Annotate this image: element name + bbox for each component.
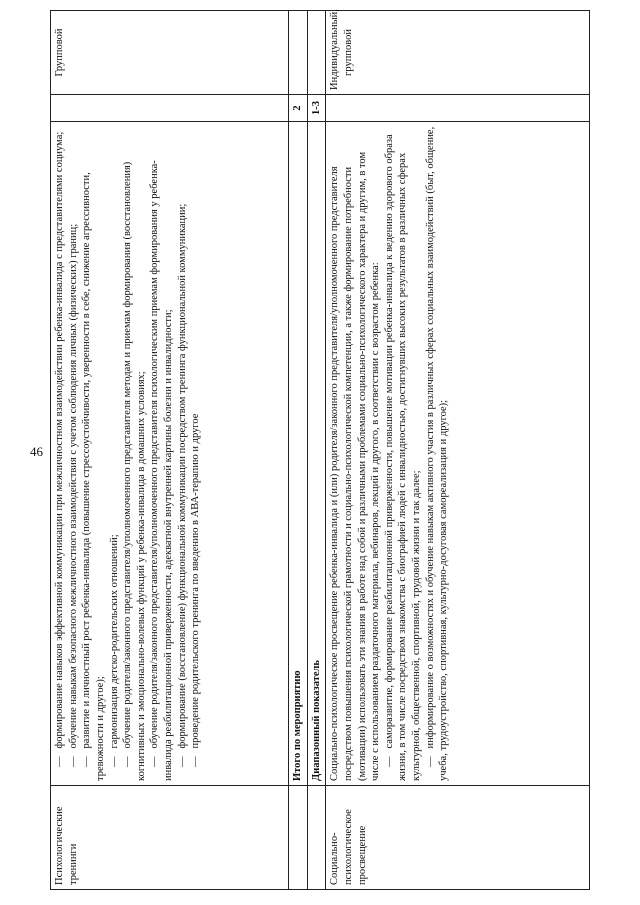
range-value: 1-3 xyxy=(307,95,326,122)
activity-cell: Социально-психологическое просвещение xyxy=(326,786,590,890)
total-label: Итого по мероприятию xyxy=(289,122,308,786)
page-number: 46 xyxy=(30,444,43,459)
list-item: —информирование о возможностях и обучение навыкам активного участия в различных сферах социальных взаимодействий (быт, общение, учеба, трудоустройство, спортивная, культурно-досуговая самореализация и другое); xyxy=(424,126,450,781)
table-row xyxy=(51,11,289,890)
format-cell: Групповой xyxy=(51,11,289,95)
list-item: —обучение родителя/законного представителя/уполномоченного представителя психологическим приемам формирования у ребенка-инвалида реабилитационной приверженности, адекватной внутренней картины болезни и инвалидности; xyxy=(149,160,175,781)
total-value: 2 xyxy=(289,95,308,122)
range-label: Диапазонный показатель xyxy=(307,122,326,786)
quantity-cell xyxy=(51,95,289,122)
list-item: —обучение родителя/законного представителя/уполномоченного представителя методам и приемам формирования (восстановления) когнитивных и эмоционально-волевых функций у ребенка-инвалида в домашних условиях; xyxy=(122,161,147,781)
table-row xyxy=(289,11,308,890)
content-cell xyxy=(326,122,590,786)
activity-cell: Психологические тренинги xyxy=(51,786,289,890)
rotated-table-container xyxy=(50,10,590,890)
table-row xyxy=(307,11,326,890)
table-row xyxy=(326,11,590,890)
list-item: —саморазвитие, формирование реабилитационной приверженности, повышение мотивации ребенка-инвалида к ведению здорового образа жизни, в том числе посредством знакомства с биографией людей с инвалидностью, достигнувших высоких результатов в различных сферах культурной, общественной, спортивной, трудовой жизни и так далее; xyxy=(383,134,423,781)
list-item: —проведение родительского тренинга по введению в АВА-терапию и другое xyxy=(190,413,202,767)
list-item: —гармонизация детско-родительских отношений; xyxy=(108,534,120,767)
activities-table xyxy=(50,10,590,890)
list-item: —формирование навыков эффективной коммуникации при межличностном взаимодействии ребенка-инвалида с представителями социума; xyxy=(54,131,65,767)
quantity-cell xyxy=(326,95,590,122)
content-cell xyxy=(51,122,289,786)
list-item: —формирование (восстановление) функциональной коммуникации посредством тренинга функциональной коммуникации; xyxy=(176,203,188,767)
intro-text: Социально-психологическое просвещение ребенка-инвалида и (или) родителя/законного представителя/уполномоченного представителя посредством повышения психологической грамотности и социально-психологической компетенции, а также формирование потребности (мотивации) использовать эти знания в работе над собой и различными проблемами социально-психологического характера и другим, в том числе с использованием раздаточного материала, вебинаров, лекций и другого, в соответствии с возрастом ребенка: xyxy=(329,151,382,781)
list-item: —развитие и личностный рост ребенка-инвалида (повышение стрессоустойчивости, уверенности в себе, снижение агрессивности, тревожности и другое); xyxy=(81,172,106,781)
format-cell: Индивидуальный, групповой xyxy=(326,11,590,95)
list-item: —обучение навыкам безопасного межличностного взаимодействия с учетом соблюдения личных (физических) границ; xyxy=(67,223,79,767)
